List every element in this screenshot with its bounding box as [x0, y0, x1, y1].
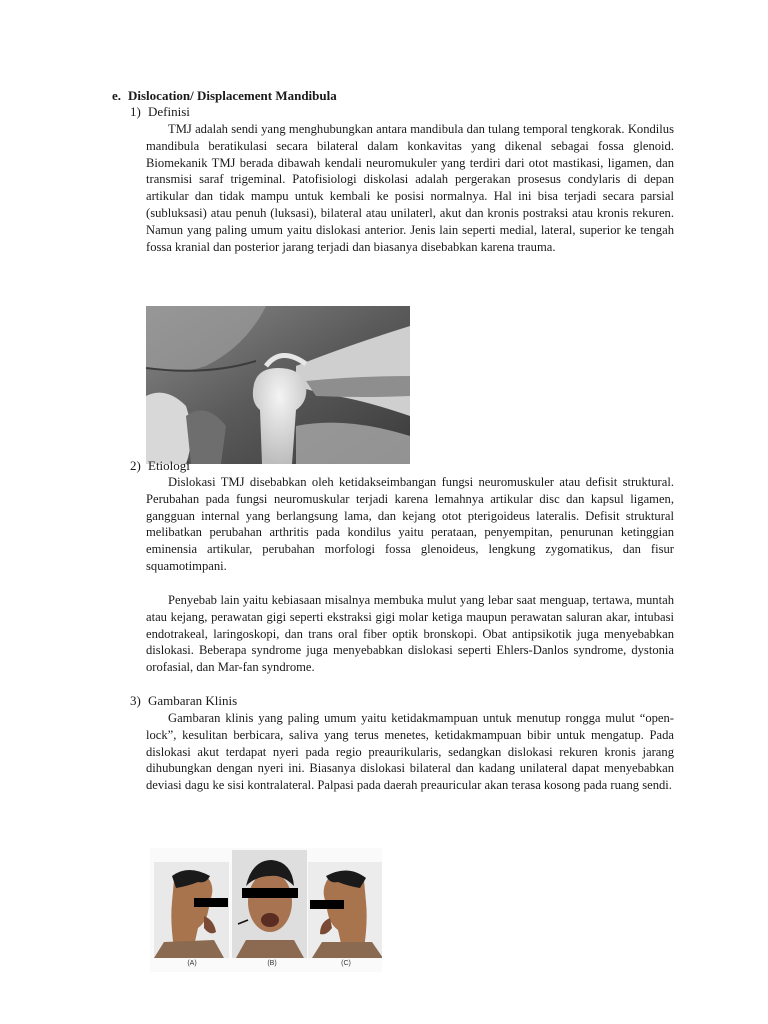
subsection-title: Etiologi [148, 458, 190, 473]
xray-illustration [146, 306, 410, 464]
subsection-number: 1) [130, 104, 141, 119]
patient-photo-b [232, 850, 307, 958]
patient-photo-a [154, 862, 229, 958]
subsection-title: Definisi [148, 104, 190, 119]
subsection-heading-gambaran-klinis [130, 693, 237, 709]
paragraph-gambaran-klinis: Gambaran klinis yang paling umum yaitu ketidakmampuan untuk menutup rongga mulut “open-lock”, kesulitan berbicara, saliva yang terus menetes, ketidakmampuan bibir untuk mengatup. Pada dislokasi akut terdapat nyeri pada regio preaurikularis, sedangkan dislokasi rekuren kronis jarang dihubungkan dengan nyeri ini. Biasanya dislokasi bilateral dan kadang unilateral dapat menyebabkan deviasi dagu ke sisi kontralateral. Palpasi pada daerah preauricular akan terasa kosong pada ruang sendi. [146, 711, 674, 793]
section-heading [112, 88, 337, 104]
paragraph-definisi: TMJ adalah sendi yang menghubungkan antara mandibula dan tulang temporal tengkorak. Kondilus mandibula beratikulasi secara bilateral dalam konkavitas yang dikenal sebagai fossa glenoid. Biomekanik TMJ berada dibawah kendali neuromukuler yang terdiri dari otot mastikasi, ligamen, dan transmisi saraf trigeminal. Patofisiologi diskolasi adalah pergerakan prosesus condylaris di depan artikular dan tidak mampu untuk kembali ke posisi normalnya. Hal ini bisa terjadi secara parsial (subluksasi) atau penuh (luksasi), bilateral atau unilaterl, akut dan kronis postraksi atau kronis rekuren. Namun yang paling umum yaitu dislokasi anterior. Jenis lain seperti medial, lateral, superior ke tengah fossa kranial dan posterior jarang terjadi dan biasanya disebabkan karena trauma. [146, 122, 674, 254]
subsection-heading-definisi [130, 104, 190, 120]
photo-caption-b: (B) [267, 960, 277, 967]
patient-photo-c [308, 862, 382, 958]
subsection-title: Gambaran Klinis [148, 693, 238, 708]
subsection-number: 2) [130, 458, 141, 473]
patient-photos-figure [150, 848, 382, 972]
photo-caption-c: (C) [341, 960, 351, 967]
tmj-xray-image [146, 306, 410, 464]
subsection-heading-etiologi [130, 458, 190, 474]
section-title: Dislocation/ Displacement Mandibula [128, 88, 337, 103]
paragraph-etiologi-2: Penyebab lain yaitu kebiasaan misalnya membuka mulut yang lebar saat menguap, tertawa, muntah atau kejang, perawatan gigi seperti ekstraksi gigi molar ketiga maupun perawatan saluran akar, intubasi endotrakeal, laringoskopi, dan trans oral fiber optik bronskopi. Obat antipsikotik juga menyebabkan dislokasi. Beberapa syndrome juga menyebabkan dislokasi seperti Ehlers-Danlos syndrome, dystonia orofasial, dan Mar-fan syndrome. [146, 593, 674, 675]
subsection-number: 3) [130, 693, 141, 708]
section-letter: e. [112, 88, 122, 103]
paragraph-etiologi-1: Dislokasi TMJ disebabkan oleh ketidakseimbangan fungsi neuromuskuler atau defisit struktural. Perubahan pada fungsi neuromuskular terjadi karena lemahnya artikular disc dan kapsul ligamen, gangguan internal yang berlangsung lama, dan kejang otot pterigoideus lateralis. Defisit struktural melibatkan perubahan arthritis pada kondilus yaitu perataan, penyempitan, penurunan ketinggian eminensia artikular, perubahan morfologi fossa glenoideus, lengkung zygomatikus, dan fisur squamotimpani. [146, 475, 674, 573]
photo-caption-a: (A) [187, 960, 197, 967]
